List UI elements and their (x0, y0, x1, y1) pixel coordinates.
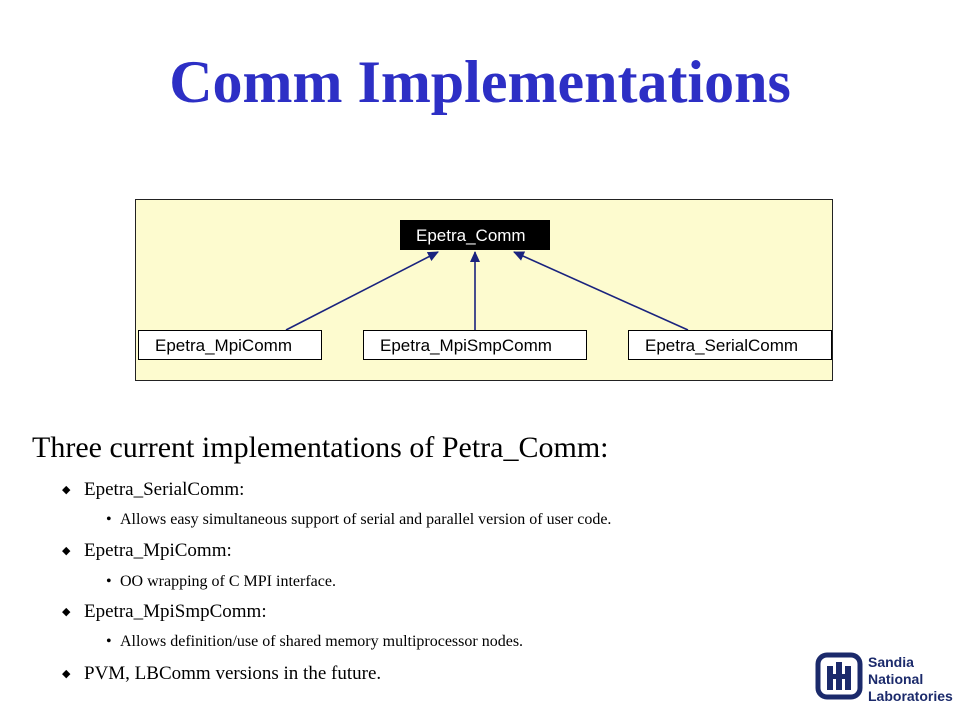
sub-bullet-text: OO wrapping of C MPI interface. (120, 573, 336, 590)
sandia-logo (815, 652, 953, 714)
dot-bullet-icon: • (106, 573, 112, 590)
logo-line: Sandia (868, 654, 914, 670)
edge-mpicomm (286, 252, 438, 330)
node-epetra-mpicomm: Epetra_MpiComm (138, 330, 322, 360)
sandia-thunderbird-icon (815, 652, 863, 700)
diamond-bullet-icon: ◆ (62, 606, 71, 618)
diamond-bullet-icon: ◆ (62, 668, 71, 680)
logo-wordmark (868, 654, 953, 705)
sub-bullet-text: Allows definition/use of shared memory multiprocessor nodes. (120, 633, 524, 650)
dot-bullet-icon: • (106, 633, 112, 650)
bullet-item (62, 478, 244, 502)
bullet-label: PVM, LBComm versions in the future. (84, 663, 382, 684)
sub-bullet-item (106, 510, 611, 530)
bullet-label: Epetra_SerialComm: (84, 479, 245, 500)
bullet-label: Epetra_MpiComm: (84, 540, 232, 561)
logo-line: National (868, 671, 924, 687)
sub-bullet-item (106, 572, 336, 592)
bullet-item (62, 662, 381, 686)
body-heading: Three current implementations of Petra_Comm: (32, 431, 609, 464)
dot-bullet-icon: • (106, 511, 112, 528)
node-epetra-mpismpcomm: Epetra_MpiSmpComm (363, 330, 587, 360)
node-epetra-serialcomm: Epetra_SerialComm (628, 330, 832, 360)
logo-line: Laboratories (868, 688, 953, 704)
class-hierarchy-diagram (135, 199, 833, 381)
slide-title: Comm Implementations (169, 49, 791, 115)
node-epetra-comm: Epetra_Comm (400, 220, 550, 250)
bullet-item (62, 600, 267, 624)
sub-bullet-text: Allows easy simultaneous support of serial and parallel version of user code. (120, 511, 612, 528)
bullet-label: Epetra_MpiSmpComm: (84, 601, 267, 622)
diamond-bullet-icon: ◆ (62, 545, 71, 557)
sub-bullet-item (106, 632, 523, 652)
diamond-bullet-icon: ◆ (62, 484, 71, 496)
edge-serialcomm (514, 252, 688, 330)
bullet-item (62, 539, 232, 563)
